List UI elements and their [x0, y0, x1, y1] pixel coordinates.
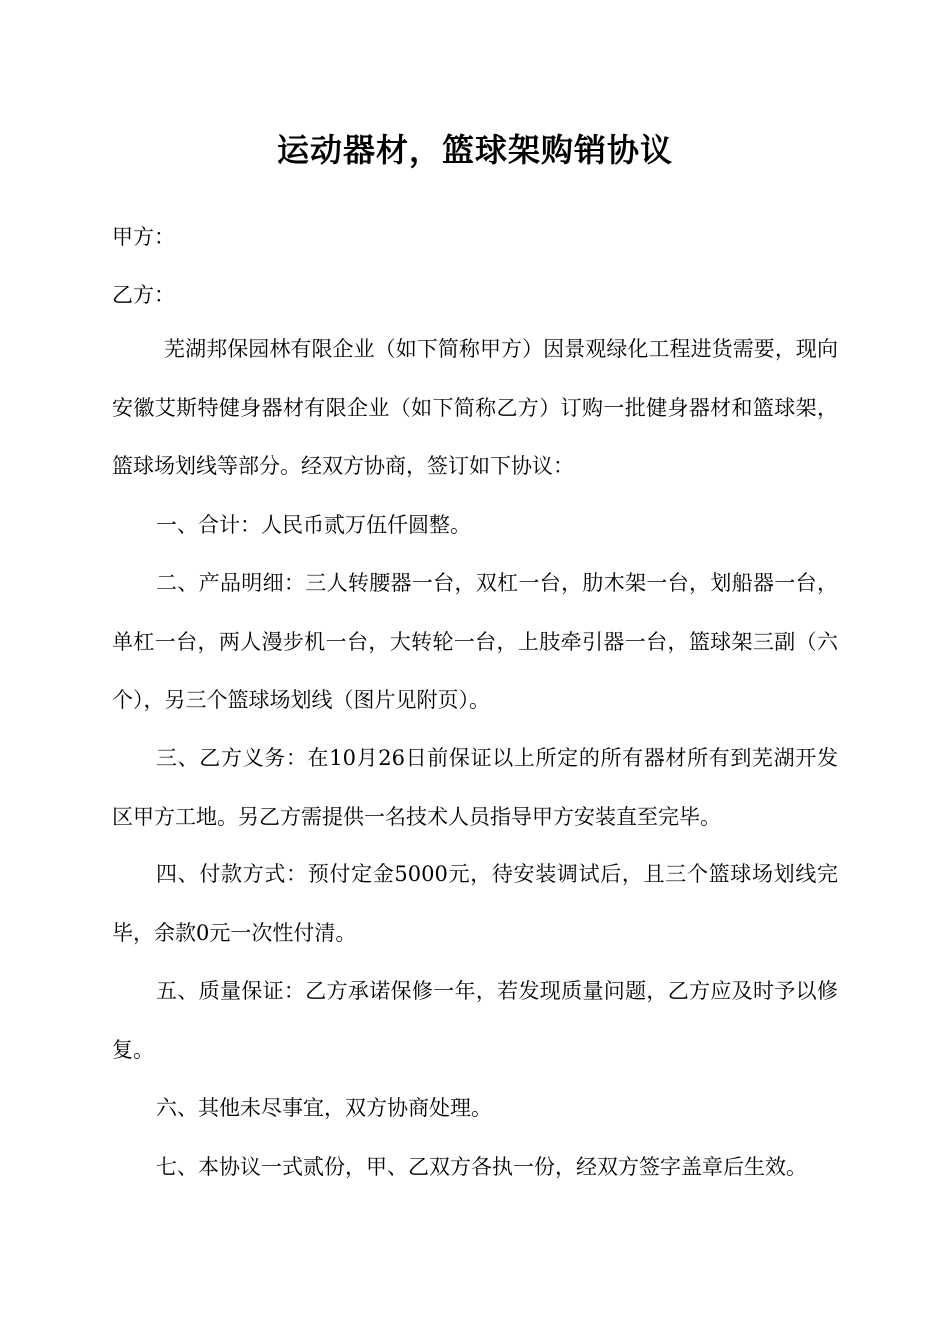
- clause-5-quality-guarantee: 五、质量保证：乙方承诺保修一年，若发现质量问题，乙方应及时予以修复。: [112, 979, 838, 1062]
- clause-3-party-b-obligations: 三、乙方义务：在10月26日前保证以上所定的所有器材所有到芜湖开发区甲方工地。另乙方需提供一名技术人员指导甲方安装直至完毕。: [112, 746, 838, 829]
- document-title: 运动器材，篮球架购销协议: [276, 131, 673, 169]
- clause-7-copies-effect: 七、本协议一式贰份，甲、乙双方各执一份，经双方签字盖章后生效。: [156, 1155, 807, 1179]
- clause-6-other-matters: 六、其他未尽事宜，双方协商处理。: [156, 1096, 492, 1120]
- clause-1-total: 一、合计：人民币贰万伍仟圆整。: [156, 513, 471, 537]
- clause-2-product-details: 二、产品明细：三人转腰器一台，双杠一台，肋木架一台，划船器一台，单杠一台，两人漫步机一台，大转轮一台，上肢牵引器一台，篮球架三副（六个），另三个篮球场划线（图片见附页）。: [112, 571, 838, 712]
- clause-4-payment-method: 四、付款方式：预付定金5000元，待安装调试后，且三个篮球场划线完毕，余款0元一次性付清。: [112, 862, 838, 945]
- intro-paragraph: 芜湖邦保园林有限企业（如下简称甲方）因景观绿化工程进货需要，现向安徽艾斯特健身器材有限企业（如下简称乙方）订购一批健身器材和篮球架，篮球场划线等部分。经双方协商，签订如下协议：: [112, 337, 838, 478]
- party-a-label: 甲方：: [112, 225, 175, 249]
- party-b-label: 乙方：: [112, 283, 175, 307]
